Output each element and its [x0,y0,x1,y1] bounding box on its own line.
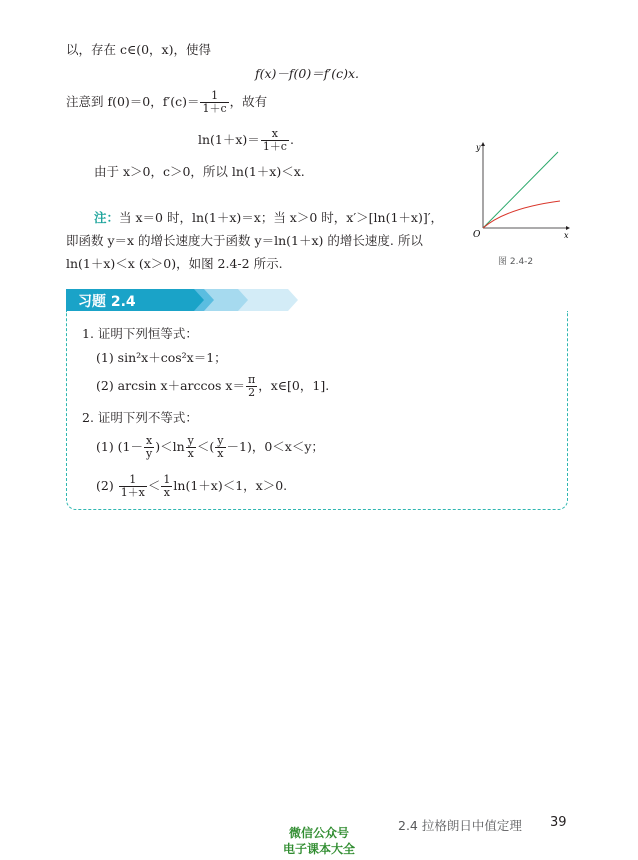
question-1-2: (2) arcsin x＋arccos x＝ $\frac{\pi}{2}$ ，x∈[0，1]. [96,373,330,399]
watermark-line-2: 电子课本大全 [282,842,355,856]
note-line-2: 即函数 y＝x 的增长速度大于函数 y＝ln(1＋x) 的增长速度. 所以 [66,233,423,248]
fraction: $\frac{y}{x}$ [217,434,224,460]
origin-label: O [473,230,481,240]
fraction: $\frac{y}{x}$ [187,434,194,460]
page-number: 39 [550,815,567,830]
watermark-line-1: 微信公众号 [288,826,349,840]
question-1-1: (1) sin²x＋cos²x＝1； [96,350,227,365]
curve-ln [483,201,560,228]
footer-section: 2.4 拉格朗日中值定理 [398,818,522,833]
fraction: $\frac{\pi}{2}$ [248,373,256,399]
axis-label-y: y [476,143,481,152]
equation-ln: ln(1＋x)＝ $\frac{x}{1+c}$ . [198,127,294,153]
figure-caption: 图 2.4-2 [498,257,534,267]
exercise-header [66,289,298,311]
axis-label-x: x [564,231,569,240]
line-y-equals-x [483,152,558,228]
fraction: $\frac{1}{1+c}$ [202,89,227,115]
text-line-3: 注意到 f(0)＝0，f′(c)＝ $\frac{1}{1+c}$ ，故有 [66,89,268,115]
x-axis-arrow [566,226,570,230]
fraction: $\frac{1}{x}$ [163,473,171,499]
question-1: 1. 证明下列恒等式： [82,326,198,341]
question-2-1: (1) (1－ $\frac{x}{y}$ )＜ln $\frac{y}{x}$ ＜( $\frac{y}{x}$ －1)，0＜x＜y； [96,434,324,460]
figure-2-4-2 [462,140,574,272]
note-line-3: ln(1＋x)＜x (x＞0)，如图 2.4-2 所示. [66,256,283,271]
y-axis-arrow [481,142,485,146]
fraction: $\frac{x}{1+c}$ [262,127,287,153]
text-conclusion: 由于 x＞0，c＞0，所以 ln(1＋x)＜x. [94,164,305,179]
fraction: $\frac{1}{1+x}$ [120,473,145,499]
question-2-2: (2) $\frac{1}{1+x}$ ＜ $\frac{1}{x}$ ln(1＋x)＜1，x＞0. [96,473,288,499]
question-2: 2. 证明下列不等式： [82,410,198,425]
exercise-title: 习题 2.4 [78,294,136,310]
note-line-1: 注：当 x＝0 时，ln(1＋x)＝x；当 x＞0 时，x′＞[ln(1＋x)]′， [94,210,444,225]
note-label: 注： [94,210,120,225]
fraction: $\frac{x}{y}$ [146,434,153,460]
text-line-1: 以，存在 c∈(0，x)，使得 [66,42,211,57]
equation-mvt: f(x)－f(0)＝f′(c)x. [255,66,360,81]
